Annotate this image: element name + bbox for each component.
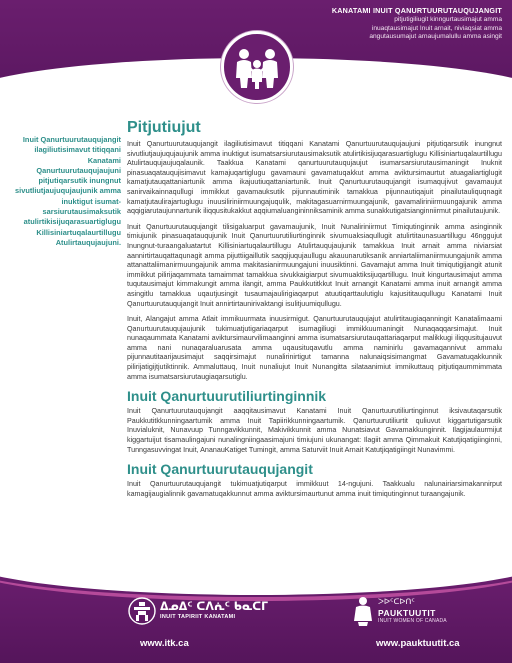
pauktuutit-website-link[interactable]: www.pauktuutit.ca (376, 638, 460, 649)
page-footer (0, 573, 512, 663)
header-subtitle-line-1: pitjutigiliugit kinngurtausimajut amma (394, 16, 502, 23)
paragraph-2: Inuit Qanurtuurutauqujangit tilisigaluarput gavamaujunik, Inuit Nunaliriniirmut Timiqutinginnik amma asinginnik timiujunik pinasuaqatauqujunik Inuit Qanurtuurutiliurtinginnik sivumuaksiaqullugit atulirtitaunasuartillugu 46nggujut Inungnut-turaangaluatartut Killisiniartuqalaurtillugu Atulirtauqujaujunik tamakkua Inuit arnait amma niviarsiat aannirtirtauqattaqunagit amma pijuttiigaillutik saqqijuqujaullugu akauunarutiksanik anniartaliimaniirmuungajunik amma attanattaliimanirmuungajunik amma makitasianirmuungajuni inuusiktinni. Gavamajut amma Inuit timiqutigijangit atunit immikkut pilirijaqammata tamaimmat tamakkua sivukkaigiarput sivumuaktiksijuqartillugu. Inuit kingurtausimajut amma tuqutausimajut kimmakungit amma ilangit, amma Paukkutitkkut Inuit arnangit Kanatami amma inuit arnangit amma asingitlu tamakkua uqautjusingit tusaumajaulirigiaqarput atuutiqarttaulutiglu kajusititauqullugu Kanatami Inuit Qanurtuurutauqujangit Inuit annirtirtaunirivaktangi isulitjuumiqullugu. (127, 222, 502, 308)
header-subtitle-line-2: inuaqtausimajut Inuit arnait, niviaqsiat amma (371, 24, 502, 32)
paragraph-3: Inuit, Alangajut amma Atlait immikuurmata inuusirmigut. Qanurtuurutauqujajut atulirtitaugiaqanningit Kanatalimaami Qanurtuurutauqujaujunik tukimuatjutigariaqarput isumagiliugi immikkuumaningit Nunaqaqqarsimajut. Inuit nunaqaummata Kanatami aviktursimaurvilimaanginni amma isumatsarsiurutauqattariaqarput malikkugi iliqqusitujauvut amma nani nunaqaraluarusata amma uqausituqavutlu amma naminirlu gavamaqannivut ammalu pijunnautitaarijausimajut saqqirsimajut nunalirinirtigut tamanna nalunaiqsisimangmat Gavamatuqakkunnik pilirijatigijtjutiktinnik. Ammaluttauq, Inuit nunaliujut Inuit Nunangitta silataanimiut immikuttauq pitjutiqaummimmata amma isumatsarsiurutaugiaqarsutiglu. (127, 315, 502, 381)
paragraph-4: Inuit Qanurtuurutauqujangit aaqqitausimavut Kanatami Inuit Qanurtuurutiliurtinginnut iksivautaqarsutik Paukkutitkkunningaartumik amma Inuit Tapiirikkunningaartumik. Qanurtuurutiliurtit quliuvut kiggartutigarsutik Inuvialuknit, Nunavuup Tunngavikkunnit, Makivikkunnit amma Nunatsiavut Gavamakkunginnit. Ilagijaulaurmijut kiggartuijut tisamaulingajuni nunalingniingaasimajuni timiujuni ukunangat: Ilagiit amma Qimmakuit Katutjiqatigiinginni, Tunngasuvvingat Inuit, AnanauKatiget Tumingit, amma Saturviit Inuit Arnait Katutjiqatigiingit Nunavimmi. (127, 407, 502, 454)
itk-inukshuk-logo (128, 597, 156, 625)
pauktuutit-woman-logo (352, 595, 374, 627)
header-text-block (272, 6, 502, 42)
pauktuutit-name: PAUKTUUTIT (378, 608, 436, 618)
itk-website-link[interactable]: www.itk.ca (140, 638, 189, 649)
family-figures-icon (221, 31, 293, 103)
itk-name: INUIT TAPIRIIT KANATAMI (160, 614, 236, 620)
paragraph-5: Inuit Qanurtuurutauqujangit tukimuatjutiqarput immikkuut 14-ngujuni. Taakkualu nalunairiarsimakannirput kamagijaugialinnik gavamatuqakkunnut amma aviktursimaurtunut amma inuit timiqutinginnut turaangajunik. (127, 480, 502, 498)
sidebar-pull-quote: Inuit Qanurtuurutauqujangit ilagiliutisimavut titiqqani Kanatami Qanurtuurutauqujaujuni pitjutiqarsutik inungnut sivutliutjaujuqujaujunik amma inuktigut isumat-sarsiurutausimaksutik atulirtikisijuqarasuartiglugu Killisiniartuqalaurtillugu Atulirtauqujaujuni. (15, 135, 121, 247)
section-heading-qanurtuurutauqujangit: Inuit Qanurtuurutauqujangit (127, 461, 313, 478)
itk-syllabics-name: ᐃᓄᐃᑦ ᑕᐱᕇᑦ ᑲᓇᑕᒥ (160, 600, 269, 613)
pauktuutit-syllabics-name: ᐳᐅᑦᑕᐅᑎᑦ (378, 597, 415, 606)
header-subtitle-line-3: angutausumajut arnaujumalullu amma asingit (369, 33, 502, 41)
paragraph-1: Inuit Qanurtuurutauqujangit ilagiliutisimavut titiqqani Kanatami Qanurtuurutauqujaujuni pitjutiqarsutik inungnut sivutliutjaujuqujaujunik amma inuktigut isumatsarsiurutausimaksutik atulirtikisijuqarasuartiglugu Killisiniartuqalaurtillugu Atulirtauqujaujuqalaunik. Taakkua Kanatami qanurtuurutauqujaujut isumarsarsiurutausimaningit Inuknit pinasuaqatauqujisimavut kamajuqartiglugu gavamauni gavamatuqakkut amma aviktursimaurtut atuagaliartiglugit kamatjutauqattaniartunik amma ikajuutiuqattaniartunik. Inuit Qanurtuurutauqujangit isumaqujivut gavamaujut sanirvaikainnaqullugi immikkut gavamauksutik pijunnautiminik tamakkua pijunnautiqajuit pinailutauliquqnagit kamatjutaulirajartuglugu inuusiliriniirmuungajuqulik, makitagasuarnirmuungajunik, gavamaliriniirmuungajunik amma aqqigiarutaujunnartunik iliqqusitukakkut aqqiumaluangininniksaminik amma sunakkutigatsianginniirmut pinailutaujunik. (127, 140, 502, 216)
pauktuutit-subtitle: INUIT WOMEN OF CANADA (378, 618, 447, 624)
section-heading-pitjutiujut: Pitjutiujut (127, 119, 201, 136)
section-heading-qanurtuurutiliurtinginnik: Inuit Qanurtuurutiliurtinginnik (127, 388, 327, 405)
family-figures-graphic (224, 34, 290, 100)
main-article (127, 119, 502, 505)
header-title: KANATAMI INUIT QANURTUURUTAUQUJANGIT (331, 6, 502, 15)
